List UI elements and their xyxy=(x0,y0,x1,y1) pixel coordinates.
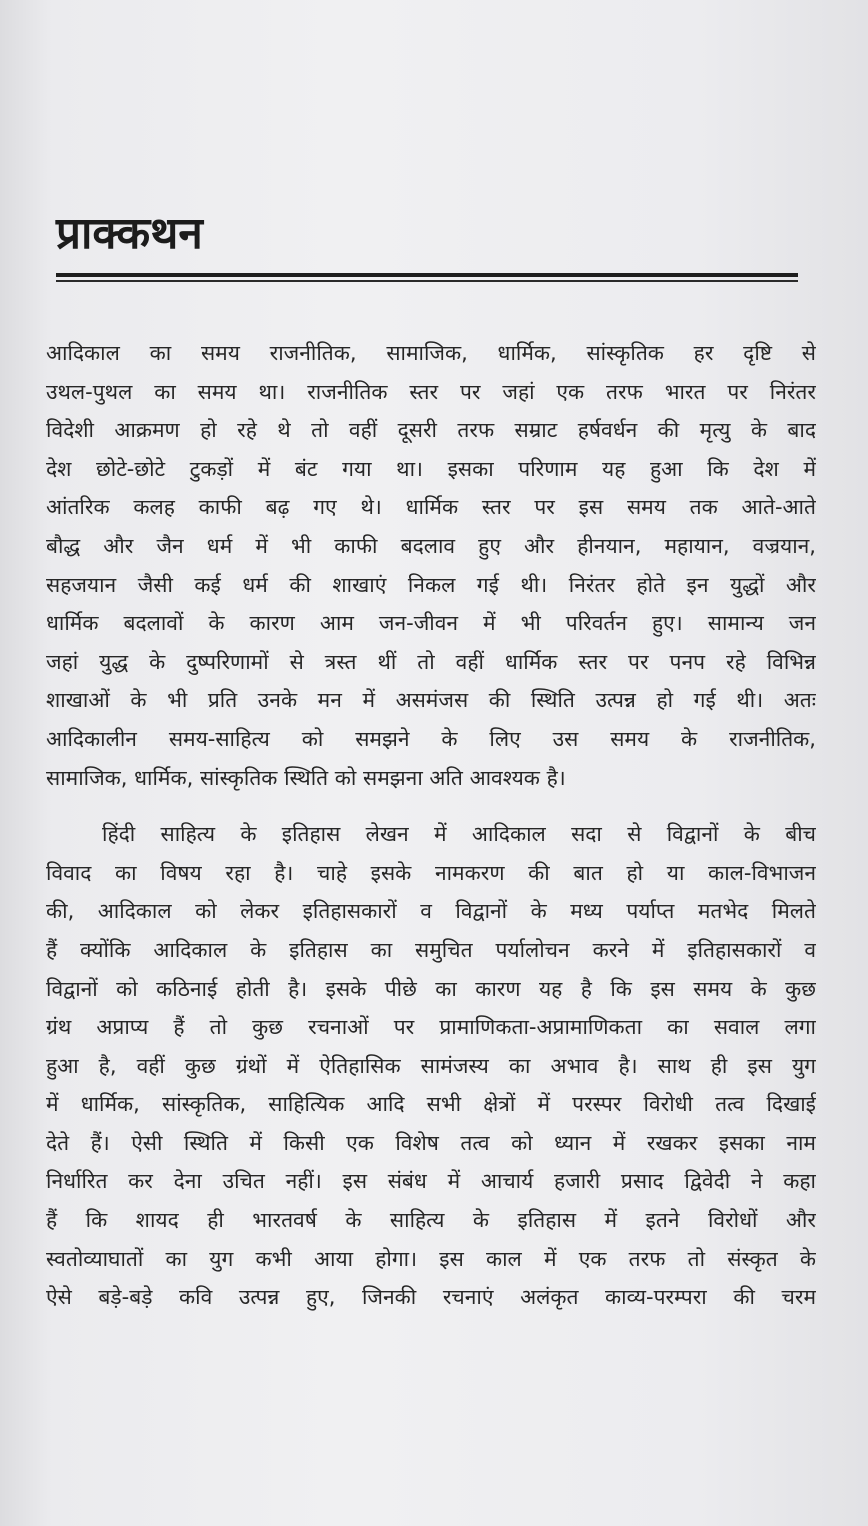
chapter-heading: प्राक्कथन xyxy=(56,208,203,259)
text-line: विवाद का विषय रहा है। चाहे इसके नामकरण की बात हो या काल-विभाजन xyxy=(46,860,816,885)
paragraph-2 xyxy=(46,815,816,1317)
text-line: स्वतोव्याघातों का युग कभी आया होगा। इस काल में एक तरफ तो संस्कृत के xyxy=(46,1246,816,1271)
heading-rule-thick xyxy=(56,273,798,277)
text-line: विद्वानों को कठिनाई होती है। इसके पीछे का कारण यह है कि इस समय के कुछ xyxy=(46,976,816,1001)
heading-rule-thin xyxy=(56,280,798,282)
text-line: उथल-पुथल का समय था। राजनीतिक स्तर पर जहां एक तरफ भारत पर निरंतर xyxy=(46,379,816,404)
body-text xyxy=(46,334,816,1317)
text-line: विदेशी आक्रमण हो रहे थे तो वहीं दूसरी तरफ सम्राट हर्षवर्धन की मृत्यु के बाद xyxy=(46,418,816,443)
text-line: शाखाओं के भी प्रति उनके मन में असमंजस की स्थिति उत्पन्न हो गई थी। अतः xyxy=(46,688,816,713)
text-line: हैं कि शायद ही भारतवर्ष के साहित्य के इतिहास में इतने विरोधों और xyxy=(46,1208,816,1233)
text-line: ऐसे बड़े-बड़े कवि उत्पन्न हुए, जिनकी रचनाएं अलंकृत काव्य-परम्परा की चरम xyxy=(46,1285,816,1310)
text-line: आंतरिक कलह काफी बढ़ गए थे। धार्मिक स्तर पर इस समय तक आते-आते xyxy=(46,495,816,520)
text-line: में धार्मिक, सांस्कृतिक, साहित्यिक आदि सभी क्षेत्रों में परस्पर विरोधी तत्व दिखाई xyxy=(46,1092,816,1117)
text-line: हैं क्योंकि आदिकाल के इतिहास का समुचित पर्यालोचन करने में इतिहासकारों व xyxy=(46,937,816,962)
text-line: आदिकाल का समय राजनीतिक, सामाजिक, धार्मिक, सांस्कृतिक हर दृष्टि से xyxy=(46,341,816,365)
paragraph-gap xyxy=(46,797,816,815)
text-line: हिंदी साहित्य के इतिहास लेखन में आदिकाल सदा से विद्वानों के बीच xyxy=(102,822,816,847)
text-line: की, आदिकाल को लेकर इतिहासकारों व विद्वानों के मध्य पर्याप्त मतभेद मिलते xyxy=(46,899,816,924)
text-line: जहां युद्ध के दुष्परिणामों से त्रस्त थीं तो वहीं धार्मिक स्तर पर पनप रहे विभिन्न xyxy=(46,649,816,674)
text-line: ग्रंथ अप्राप्य हैं तो कुछ रचनाओं पर प्रामाणिकता-अप्रामाणिकता का सवाल लगा xyxy=(46,1015,816,1040)
text-line: सामाजिक, धार्मिक, सांस्कृतिक स्थिति को समझना अति आवश्यक है। xyxy=(46,765,566,790)
text-line: धार्मिक बदलावों के कारण आम जन-जीवन में भी परिवर्तन हुए। सामान्य जन xyxy=(46,611,816,636)
text-line: आदिकालीन समय-साहित्य को समझने के लिए उस समय के राजनीतिक, xyxy=(46,726,816,751)
paragraph-1 xyxy=(46,334,816,797)
text-line: सहजयान जैसी कई धर्म की शाखाएं निकल गई थी। निरंतर होते इन युद्धों और xyxy=(46,572,816,597)
text-line: बौद्ध और जैन धर्म में भी काफी बदलाव हुए और हीनयान, महायान, वज्रयान, xyxy=(46,533,816,558)
text-line: देते हैं। ऐसी स्थिति में किसी एक विशेष तत्व को ध्यान में रखकर इसका नाम xyxy=(46,1130,816,1155)
text-line: देश छोटे-छोटे टुकड़ों में बंट गया था। इसका परिणाम यह हुआ कि देश में xyxy=(46,456,816,481)
text-line: निर्धारित कर देना उचित नहीं। इस संबंध में आचार्य हजारी प्रसाद द्विवेदी ने कहा xyxy=(46,1169,816,1194)
text-line: हुआ है, वहीं कुछ ग्रंथों में ऐतिहासिक सामंजस्य का अभाव है। साथ ही इस युग xyxy=(46,1053,816,1078)
